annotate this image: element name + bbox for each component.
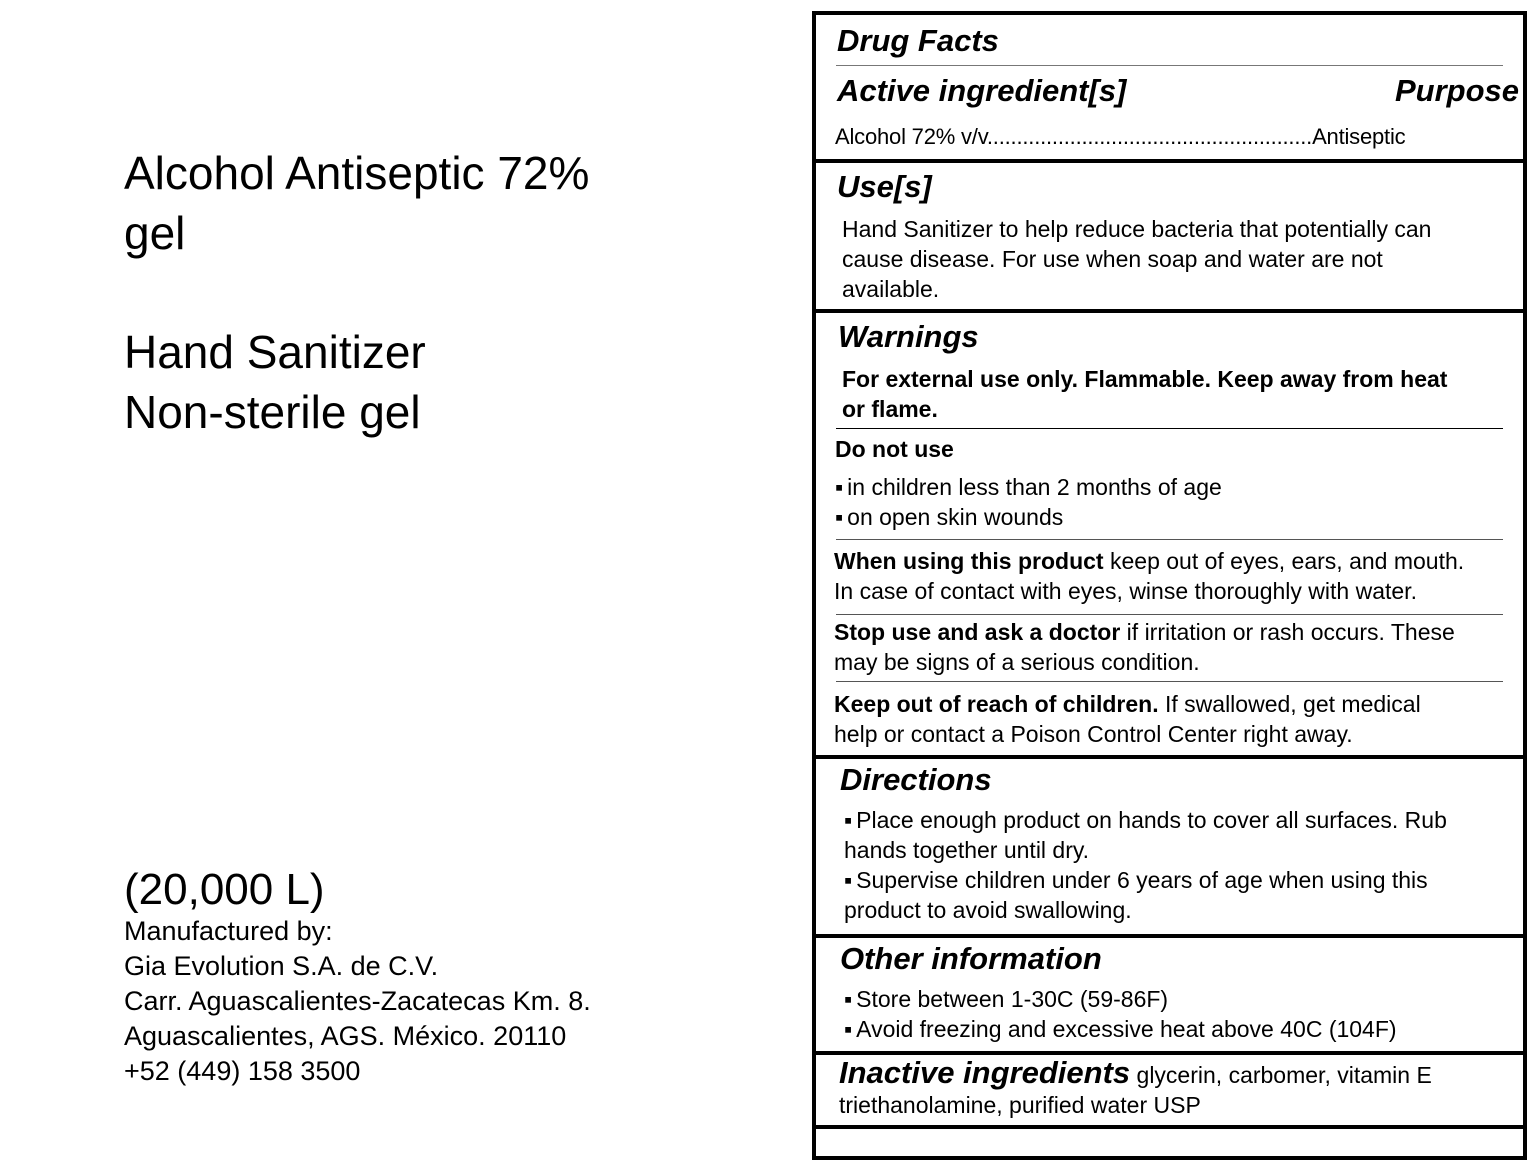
active-ingredient-line: Alcohol 72% v/v.......................................................Antiseptic [835, 124, 1406, 149]
drug-facts-panel [812, 11, 1527, 1160]
inactive-ingredients-rest: glycerin, carbomer, vitamin E [1130, 1062, 1432, 1088]
do-not-use-item-1: ▪ in children less than 2 months of age [835, 472, 1222, 502]
uses-text [842, 214, 1431, 304]
manufacturer-address2: Aguascalientes, AGS. México. 20110 [124, 1021, 567, 1051]
warnings-title: Warnings [838, 319, 979, 354]
manufacturer-address1: Carr. Aguascalientes-Zacatecas Km. 8. [124, 986, 591, 1016]
warnings-divider [836, 681, 1503, 682]
section-divider [816, 309, 1523, 313]
product-label-left [124, 0, 764, 1167]
uses-line2: cause disease. For use when soap and water are not [842, 246, 1383, 272]
warnings-divider [836, 428, 1503, 429]
do-not-use-item-2: ▪ on open skin wounds [835, 502, 1222, 532]
section-divider [816, 755, 1523, 759]
keep-out-rest: If swallowed, get medical [1158, 691, 1421, 717]
stop-use-line2: may be signs of a serious condition. [834, 649, 1200, 675]
product-name-line1: Alcohol Antiseptic 72% [124, 147, 590, 199]
directions-item-2-line1: ▪ Supervise children under 6 years of age when using this [844, 865, 1447, 895]
keep-out-block [834, 689, 1421, 749]
drug-facts-title: Drug Facts [837, 23, 999, 58]
active-ingredients-header: Active ingredient[s] [837, 73, 1127, 108]
directions-item-2-line2: product to avoid swallowing. [844, 897, 1132, 923]
inactive-ingredients-block [839, 1055, 1432, 1120]
inactive-ingredients-title: Inactive ingredients [839, 1055, 1131, 1090]
when-using-rest: keep out of eyes, ears, and mouth. [1103, 548, 1465, 574]
directions-list [844, 805, 1447, 925]
other-info-item-1: ▪ Store between 1-30C (59-86F) [844, 984, 1397, 1014]
when-using-bold: When using this product [834, 548, 1104, 574]
inactive-ingredients-line2: triethanolamine, purified water USP [839, 1092, 1201, 1118]
section-divider [816, 159, 1523, 163]
warnings-divider [836, 539, 1503, 540]
keep-out-bold: Keep out of reach of children. [834, 691, 1159, 717]
warnings-divider [836, 614, 1503, 615]
product-type [124, 322, 426, 442]
when-using-block [834, 546, 1464, 606]
do-not-use-title: Do not use [835, 436, 954, 462]
when-using-line2: In case of contact with eyes, winse thoroughly with water. [834, 578, 1417, 604]
product-type-line1: Hand Sanitizer [124, 326, 426, 378]
product-name [124, 143, 589, 263]
product-name-line2: gel [124, 207, 186, 259]
other-info-item-2: ▪ Avoid freezing and excessive heat above 40C (104F) [844, 1014, 1397, 1044]
directions-item-1-line1: ▪ Place enough product on hands to cover all surfaces. Rub [844, 805, 1447, 835]
purpose-header: Purpose [1394, 73, 1519, 108]
external-use-line1: For external use only. Flammable. Keep away from heat [842, 366, 1448, 392]
directions-item-1-line2: hands together until dry. [844, 837, 1090, 863]
product-type-line2: Non-sterile gel [124, 386, 421, 438]
manufacturer-company: Gia Evolution S.A. de C.V. [124, 951, 439, 981]
external-use-line2: or flame. [842, 396, 938, 422]
volume: (20,000 L) [124, 865, 325, 914]
manufacturer-phone: +52 (449) 158 3500 [124, 1056, 361, 1086]
uses-line3: available. [842, 276, 940, 302]
uses-line1: Hand Sanitizer to help reduce bacteria that potentially can [842, 216, 1432, 242]
section-divider [816, 1125, 1523, 1129]
do-not-use-list [835, 472, 1222, 532]
other-info-list [844, 984, 1397, 1044]
manufacturer-label: Manufactured by: [124, 916, 333, 946]
stop-use-bold: Stop use and ask a doctor [834, 619, 1121, 645]
external-use-warning [842, 364, 1447, 424]
title-divider [836, 65, 1503, 66]
uses-title: Use[s] [837, 169, 932, 204]
stop-use-rest: if irritation or rash occurs. These [1120, 619, 1455, 645]
stop-use-block [834, 617, 1455, 677]
directions-title: Directions [840, 762, 992, 797]
keep-out-line2: help or contact a Poison Control Center right away. [834, 721, 1353, 747]
section-divider [816, 934, 1523, 938]
manufacturer-block [124, 914, 591, 1089]
other-info-title: Other information [840, 941, 1102, 976]
